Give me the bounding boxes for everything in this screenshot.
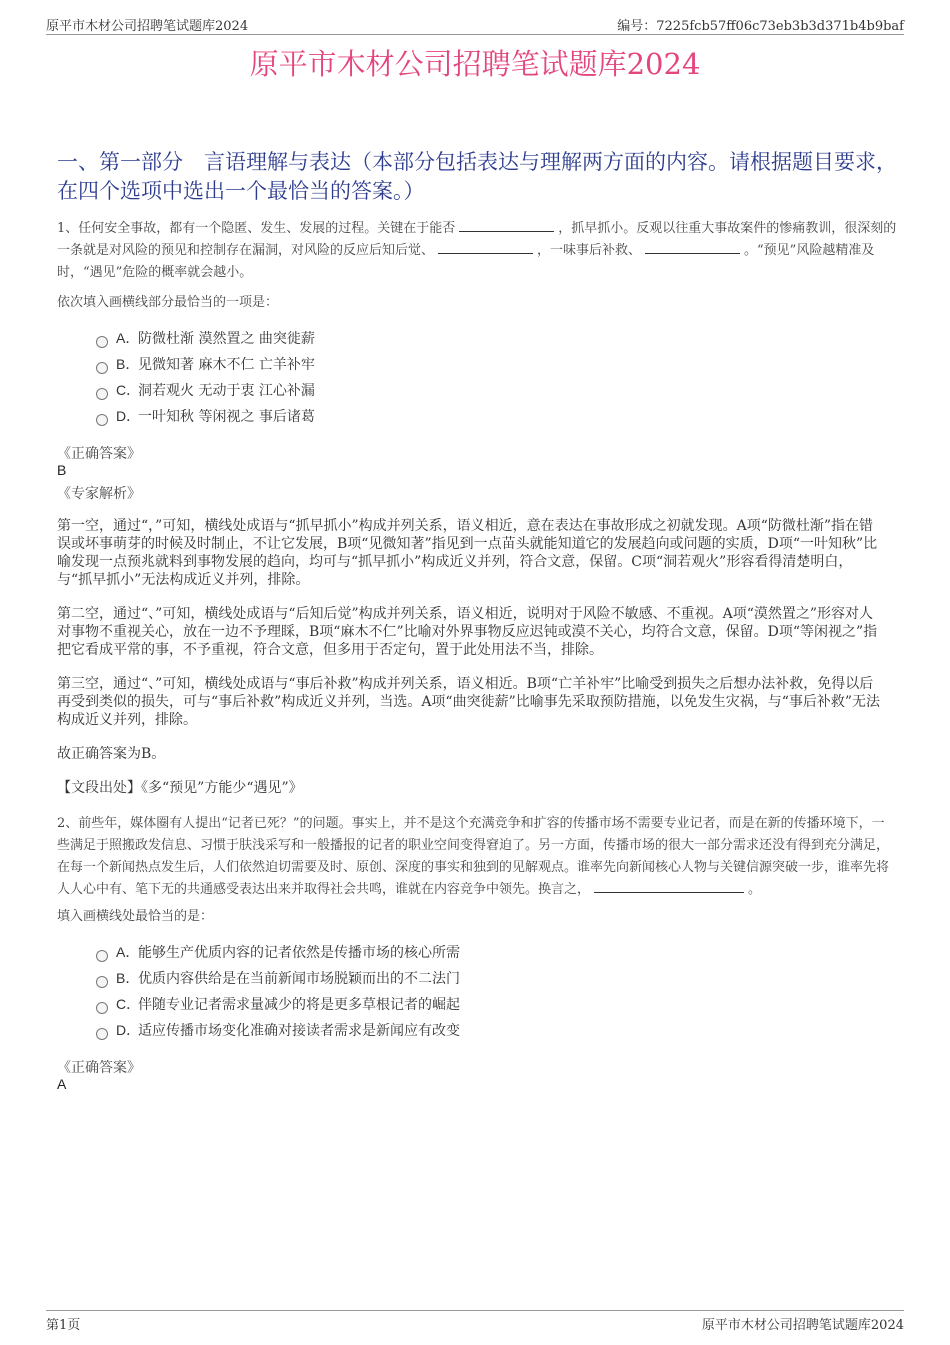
radio-icon[interactable] xyxy=(96,362,108,374)
source-citation: 【文段出处】《多“预见”方能少“遇见”》 xyxy=(57,780,303,796)
answer-label: 《正确答案》 xyxy=(57,1060,141,1076)
analysis-paragraph: 第一空，通过“，”可知，横线处成语与“抓早抓小”构成并列关系，语义相近，意在表达在事故形成之初就发现。A项“防微杜渐”指在错误或坏事萌芽的时候及时制止，不让它发展，B项“见微知著”指见到一点苗头就能知道它的发展趋向或问题的实质，D项“一叶知秋”比喻发现一点预兆就料到事物发展的趋向，均可与“抓早抓小”构成近义并列，符合文意，保留。C项“洞若观火”形容看得清楚明白，与“抓早抓小”无法构成近义并列，排除。 xyxy=(57,518,878,588)
option-d[interactable]: D．一叶知秋 等闲视之 事后诸葛 xyxy=(96,403,315,429)
analysis-label: 《专家解析》 xyxy=(57,486,141,502)
analysis-paragraph: 第三空，通过“、”可知，横线处成语与“事后补救”构成并列关系，语义相近。B项“亡羊补牢”比喻受到损失之后想办法补救，免得以后再受到类似的损失，可与“事后补救”构成近义并列，当选。A项“曲突徙薪”比喻事先采取预防措施，以免发生灾祸，与“事后补救”无法构成近义并列，排除。 xyxy=(57,676,881,728)
radio-icon[interactable] xyxy=(96,950,108,962)
radio-icon[interactable] xyxy=(96,976,108,988)
radio-icon[interactable] xyxy=(96,336,108,348)
question-1-prompt: 依次填入画横线部分最恰当的一项是： xyxy=(57,295,279,310)
page-title: 原平市木材公司招聘笔试题库2024 xyxy=(249,47,701,81)
radio-icon[interactable] xyxy=(96,388,108,400)
question-2-prompt: 填入画横线处最恰当的是： xyxy=(57,909,214,924)
radio-icon[interactable] xyxy=(96,1002,108,1014)
question-1-text: 1、任何安全事故，都有一个隐匿、发生、发展的过程。关键在于能否 ，抓早抓小。反观以往重大事故案件的惨痛教训，很深刻的一条就是对风险的预见和控制存在漏洞，对风险的反应后知后觉、 ，一味事后补救、 。“预见”风险越精准及时，“遇见”危险的概率就会越小。 xyxy=(57,221,897,280)
answer-blank xyxy=(645,241,740,254)
question-2-text: 2、前些年，媒体圈有人提出“记者已死？”的问题。事实上，并不是这个充满竞争和扩容的传播市场不需要专业记者，而是在新的传播环境下，一些满足于照搬政发信息、习惯于肤浅采写和一般播报的记者的职业空间变得窘迫了。另一方面，传播市场的很大一部分需求还没有得到充分满足，在每一个新闻热点发生后，人们依然迫切需要及时、原创、深度的事实和独到的见解观点。谁率先向新闻核心人物与关键信源突破一步，谁率先将人人心中有、笔下无的共通感受表达出来并取得社会共鸣，谁就在内容竞争中领先。换言之， 。 xyxy=(57,816,890,897)
question-1-options xyxy=(96,325,315,429)
page-footer xyxy=(46,1310,904,1333)
option-b[interactable]: B．优质内容供给是在当前新闻市场脱颖而出的不二法门 xyxy=(96,965,460,991)
radio-icon[interactable] xyxy=(96,414,108,426)
option-a[interactable]: A．防微杜渐 漠然置之 曲突徙薪 xyxy=(96,325,315,351)
radio-icon[interactable] xyxy=(96,1028,108,1040)
page-number: 第1页 xyxy=(46,1318,81,1333)
answer-label: 《正确答案》 xyxy=(57,446,141,462)
footer-title: 原平市木材公司招聘笔试题库2024 xyxy=(701,1318,904,1333)
answer-blank xyxy=(594,880,744,893)
document-id: 编号：7225fcb57ff06c73eb3b3d371b4b9baf xyxy=(617,19,904,34)
option-c[interactable]: C．洞若观火 无动于衷 江心补漏 xyxy=(96,377,315,403)
question-2-options xyxy=(96,939,460,1043)
header-title: 原平市木材公司招聘笔试题库2024 xyxy=(46,19,249,34)
option-c[interactable]: C．伴随专业记者需求量减少的将是更多草根记者的崛起 xyxy=(96,991,460,1017)
option-d[interactable]: D．适应传播市场变化准确对接读者需求是新闻应有改变 xyxy=(96,1017,460,1043)
answer-blank xyxy=(459,219,554,232)
analysis-paragraph: 第二空，通过“、”可知，横线处成语与“后知后觉”构成并列关系，语义相近，说明对于风险不敏感、不重视。A项“漠然置之”形容对人对事物不重视关心，放在一边不予理睬，B项“麻木不仁”比喻对外界事物反应迟钝或漠不关心，均符合文意，保留。D项“等闲视之”指把它看成平常的事，不予重视，符合文意，但多用于否定句，置于此处用法不当，排除。 xyxy=(57,606,878,658)
page-header xyxy=(46,14,904,35)
option-b[interactable]: B．见微知著 麻木不仁 亡羊补牢 xyxy=(96,351,315,377)
analysis-conclusion: 故正确答案为B。 xyxy=(57,746,166,762)
answer-blank xyxy=(438,241,533,254)
section-heading: 一、第一部分 言语理解与表达（本部分包括表达与理解两方面的内容。请根据题目要求，在四个选项中选出一个最恰当的答案。） xyxy=(57,150,897,203)
answer-value: A xyxy=(57,1076,67,1092)
answer-value: B xyxy=(57,462,67,478)
option-a[interactable]: A．能够生产优质内容的记者依然是传播市场的核心所需 xyxy=(96,939,460,965)
